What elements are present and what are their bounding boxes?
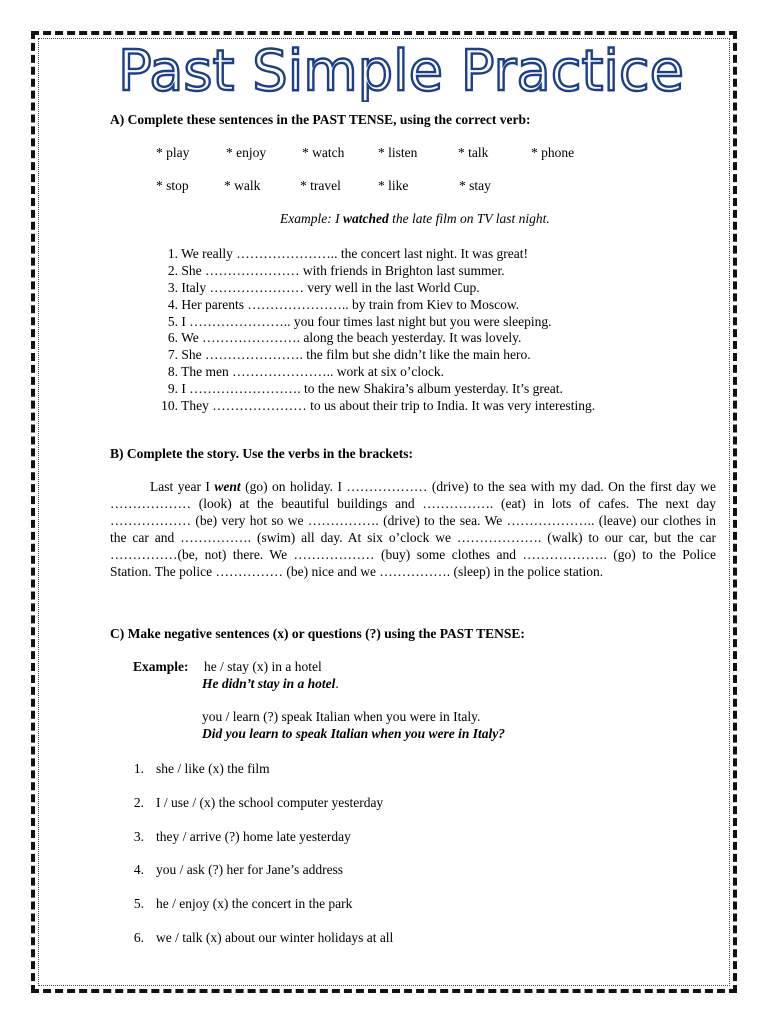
section-a-sentence-list xyxy=(152,246,595,415)
item-text: she / like (x) the film xyxy=(156,761,270,776)
item-text: Her parents ………………….. by train from Kiev to Moscow. xyxy=(181,296,520,312)
page-title-text: Past Simple Practice xyxy=(118,39,684,102)
item-number: 3. xyxy=(167,279,178,295)
example-answer-1-text: He didn’t stay in a hotel xyxy=(202,676,336,691)
item-number: 6. xyxy=(133,929,144,945)
item-number: 4. xyxy=(133,862,144,878)
item-text: We really ………………….. the concert last night. It was great! xyxy=(181,246,528,261)
item-number: 5. xyxy=(133,896,144,912)
list-item xyxy=(152,297,595,314)
item-number: 8. xyxy=(167,364,178,380)
verb-list-row-1 xyxy=(156,145,716,163)
list-item xyxy=(128,828,393,862)
example-prompt-1: he / stay (x) in a hotel xyxy=(204,659,322,674)
item-text: We …………………. along the beach yesterday. It was lovely. xyxy=(181,330,522,346)
list-item xyxy=(128,895,393,929)
item-text: they / arrive (?) home late yesterday xyxy=(156,828,351,844)
list-item xyxy=(152,314,595,331)
verb-option: * talk xyxy=(458,145,489,160)
item-text: I / use / (x) the school computer yesterday xyxy=(156,794,384,810)
item-number: 1. xyxy=(167,246,178,261)
verb-option: * walk xyxy=(224,178,261,193)
section-c-example-label: Example: xyxy=(133,659,189,674)
list-item xyxy=(152,364,595,381)
story-start: Last year I xyxy=(150,479,215,494)
example-prefix: Example: I xyxy=(280,211,343,226)
verb-list-row-2 xyxy=(156,178,716,196)
item-number: 9. xyxy=(167,381,178,397)
item-number: 10. xyxy=(161,398,178,414)
story-example-verb: went xyxy=(214,479,241,494)
verb-option: * phone xyxy=(531,145,575,160)
item-number: 2. xyxy=(133,794,144,810)
list-item xyxy=(128,794,393,828)
verb-option: * stop xyxy=(156,178,189,193)
story-text: (go) on holiday. I ……………… (drive) to the sea with my dad. On the first day we ……………… (look) at the beautiful buildings and ……………. (eat) in lots of cafes. The next day ……………… (be) very hot so we ……………. (drive) to the sea. We ……………….. (leave) our clothes in the car and ……………. (swim) all day. At six o’clock we ………………. (walk) to our car, but the car ……………(be, not) there. We ……………… (buy) some clothes and ………………. (go) to the Police Station. The police …………… (be) nice and we ……………. (sleep) in the police station. xyxy=(110,479,717,579)
item-number: 5. xyxy=(167,313,178,329)
item-text: She ………………… with friends in Brighton last summer. xyxy=(181,262,505,278)
verb-option: * play xyxy=(156,145,190,160)
example-answer-2: Did you learn to speak Italian when you were in Italy? xyxy=(202,726,506,741)
verb-option: * travel xyxy=(300,178,341,193)
example-suffix: the late film on TV last night. xyxy=(388,211,550,226)
item-number: 3. xyxy=(133,828,144,844)
verb-option: * listen xyxy=(378,145,418,160)
section-a-heading: A) Complete these sentences in the PAST TENSE, using the correct verb: xyxy=(110,112,531,127)
item-text: She …………………. the film but she didn’t like the main hero. xyxy=(181,347,531,363)
verb-option: * watch xyxy=(302,145,345,160)
example-verb: watched xyxy=(342,211,389,226)
page-title xyxy=(118,32,688,102)
item-number: 2. xyxy=(167,262,178,278)
verb-option: * enjoy xyxy=(226,145,267,160)
section-a-example xyxy=(280,211,550,227)
item-text: you / ask (?) her for Jane’s address xyxy=(156,862,344,878)
list-item xyxy=(152,347,595,364)
verb-option: * like xyxy=(378,178,409,193)
item-number: 7. xyxy=(167,347,178,363)
list-item xyxy=(128,760,393,794)
example-answer-1-period: . xyxy=(335,676,339,691)
list-item xyxy=(128,861,393,895)
list-item xyxy=(152,398,595,415)
section-c-heading: C) Make negative sentences (x) or questions (?) using the PAST TENSE: xyxy=(110,626,525,641)
section-c-item-list xyxy=(128,760,393,963)
item-number: 4. xyxy=(167,296,178,312)
list-item xyxy=(152,246,595,263)
example-answer-1 xyxy=(202,676,339,692)
item-text: Italy ………………… very well in the last World Cup. xyxy=(181,279,480,295)
item-text: we / talk (x) about our winter holidays at all xyxy=(156,929,394,945)
section-b-story xyxy=(110,478,716,580)
item-text: They ………………… to us about their trip to India. It was very interesting. xyxy=(181,398,596,414)
item-text: I ……………………. to the new Shakira’s album yesterday. It’s great. xyxy=(181,381,563,397)
list-item xyxy=(152,381,595,398)
item-text: I ………………….. you four times last night but you were sleeping. xyxy=(181,313,552,329)
item-number: 6. xyxy=(167,330,178,346)
list-item xyxy=(152,280,595,297)
example-prompt-2: you / learn (?) speak Italian when you were in Italy. xyxy=(202,709,481,724)
item-number: 1. xyxy=(133,761,144,776)
item-text: The men ………………….. work at six o’clock. xyxy=(181,364,444,380)
item-text: he / enjoy (x) the concert in the park xyxy=(156,896,353,912)
section-b-heading: B) Complete the story. Use the verbs in the brackets: xyxy=(110,446,413,461)
list-item xyxy=(152,263,595,280)
list-item xyxy=(128,929,393,963)
verb-option: * stay xyxy=(459,178,491,193)
list-item xyxy=(152,330,595,347)
